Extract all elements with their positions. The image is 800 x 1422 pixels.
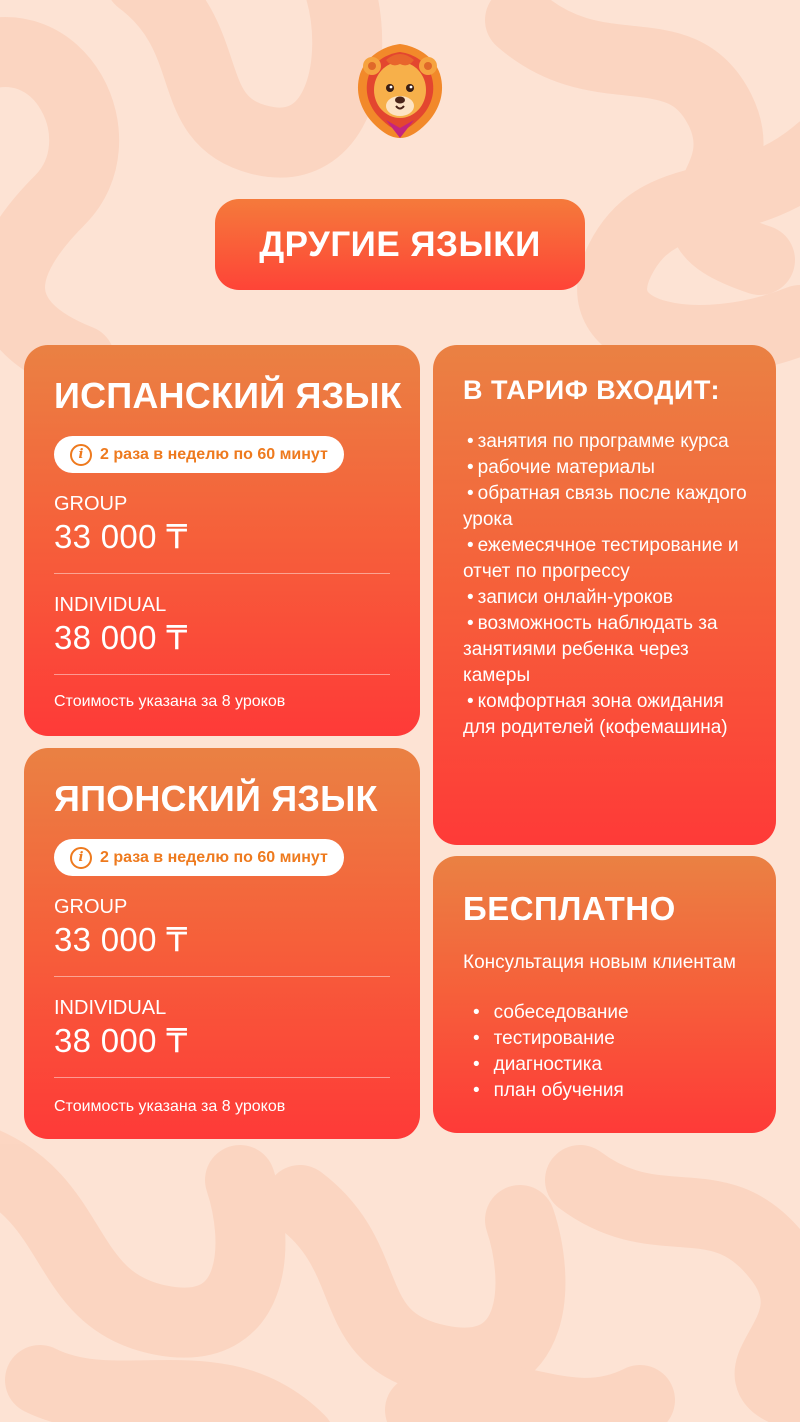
course-title: ЯПОНСКИЙ ЯЗЫК xyxy=(54,778,378,819)
free-title: БЕСПЛАТНО xyxy=(463,890,676,927)
free-list xyxy=(473,1000,629,1104)
divider xyxy=(54,1077,390,1078)
course-card-spanish xyxy=(24,345,420,736)
list-item: • тестирование xyxy=(473,1026,629,1052)
schedule-text: 2 раза в неделю по 60 минут xyxy=(100,445,328,463)
divider xyxy=(54,674,390,675)
list-item: • возможность наблюдать за занятиями ребенка через камеры xyxy=(463,611,753,689)
list-item: • рабочие материалы xyxy=(463,455,753,481)
individual-price: 38 000 ₸ xyxy=(54,619,188,656)
info-icon: i xyxy=(70,444,92,466)
includes-list xyxy=(463,429,753,741)
group-price: 33 000 ₸ xyxy=(54,921,188,958)
schedule-text: 2 раза в неделю по 60 минут xyxy=(100,848,328,866)
group-label: GROUP xyxy=(54,493,128,515)
list-item: • диагностика xyxy=(473,1052,629,1078)
price-note: Стоимость указана за 8 уроков xyxy=(54,693,286,710)
list-item: • план обучения xyxy=(473,1078,629,1104)
list-item: • ежемесячное тестирование и отчет по прогрессу xyxy=(463,533,753,585)
lion-logo-icon xyxy=(356,42,444,140)
divider xyxy=(54,976,390,977)
group-label: GROUP xyxy=(54,896,128,918)
divider xyxy=(54,573,390,574)
list-item: • комфортная зона ожидания для родителей (кофемашина) xyxy=(463,689,753,741)
free-text: Консультация новым клиентам xyxy=(463,952,736,973)
includes-title: В ТАРИФ ВХОДИТ: xyxy=(463,375,720,405)
list-item: • занятия по программе курса xyxy=(463,429,753,455)
course-title: ИСПАНСКИЙ ЯЗЫК xyxy=(54,375,402,416)
individual-label: INDIVIDUAL xyxy=(54,594,167,616)
group-price: 33 000 ₸ xyxy=(54,518,188,555)
schedule-badge xyxy=(54,436,344,473)
free-card xyxy=(433,856,776,1133)
list-item: • записи онлайн-уроков xyxy=(463,585,753,611)
list-item: • собеседование xyxy=(473,1000,629,1026)
info-icon: i xyxy=(70,847,92,869)
page-title: ДРУГИЕ ЯЗЫКИ xyxy=(215,199,585,290)
course-card-japanese xyxy=(24,748,420,1139)
schedule-badge xyxy=(54,839,344,876)
individual-label: INDIVIDUAL xyxy=(54,997,167,1019)
price-note: Стоимость указана за 8 уроков xyxy=(54,1098,286,1115)
includes-card xyxy=(433,345,776,845)
individual-price: 38 000 ₸ xyxy=(54,1022,188,1059)
list-item: • обратная связь после каждого урока xyxy=(463,481,753,533)
